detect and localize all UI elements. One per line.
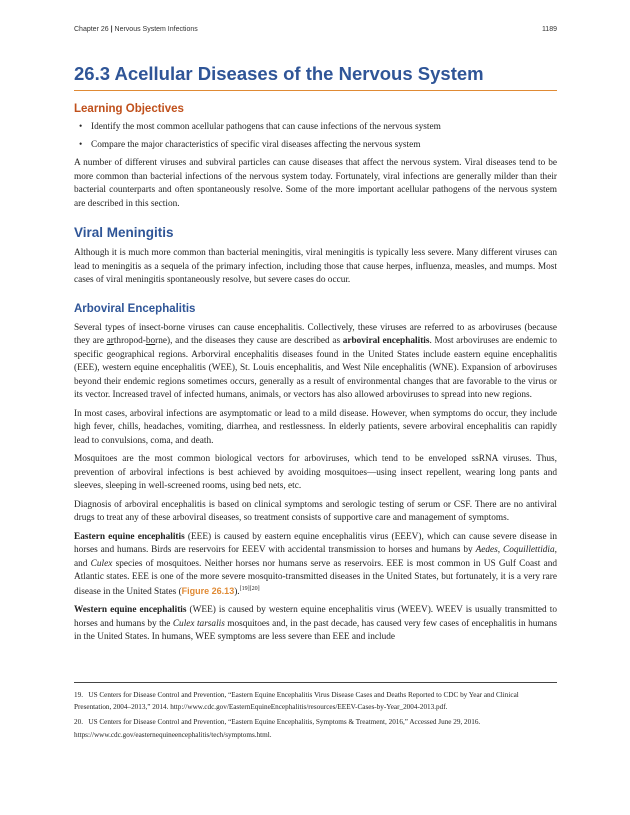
arboviral-paragraph-2: In most cases, arboviral infections are asymptomatic or lead to a mild disease. However, when symptoms do occur, they include high fever, chills, headaches, vomiting, diarrhea, and restlessness. In elderly patients, severe arboviral encephalitis can rapidly lead to convulsions, coma, and death. [74,408,557,446]
underlined-text: bo [145,336,156,346]
viral-meningitis-heading: Viral Meningitis [74,225,174,240]
italic-genus: Coquillettidia [503,545,555,555]
text-run: Several types of insect-borne viruses can cause encephalitis. Collectively, these viruses are referred to as arboviruses (because they are [74,322,557,346]
text-run: mosquitoes and, in the past decade, has caused very few cases of encephalitis in humans in the United States. In humans, WEE symptoms are less severe than EEE and include [74,618,557,642]
key-term: Western equine encephalitis [74,605,187,615]
key-term: Eastern equine encephalitis [74,531,185,542]
text-run: (WEE) is caused by western equine encephalitis virus (WEEV). WEEV is usually transmitted to horses and humans by the [74,605,557,629]
wee-paragraph [74,604,557,645]
footnote-divider [74,682,557,683]
objective-text: Compare the major characteristics of specific viral diseases affecting the nervous system [91,140,421,150]
arboviral-paragraph-4: Diagnosis of arboviral encephalitis is based on clinical symptoms and serologic testing of serum or CSF. There are no antiviral drugs to treat any of these arboviral diseases, so treatment consists of supportive care and management of symptoms. [74,499,557,523]
header-separator: | [110,26,113,33]
eee-paragraph [74,531,557,600]
page-number: 1189 [541,26,557,33]
intro-paragraph: A number of different viruses and subviral particles can cause diseases that affect the nervous system. Viral diseases tend to be more common than bacterial infections of the nervous system today. Fortunately, viral infections are generally milder than their bacterial counterparts and often spontaneously resolve. Some of the more important acellular pathogens of the nervous system are described in this section. [74,158,557,209]
text-run: ). [234,586,240,597]
text-run: thropod- [113,336,146,346]
italic-genus: Culex [90,558,113,569]
footnote-ref[interactable]: [19][20] [239,585,260,592]
figure-link[interactable]: Figure 26.13 [181,585,235,596]
bullet-icon: • [79,122,83,132]
learning-objectives-heading: Learning Objectives [74,103,184,115]
key-term: arboviral encephalitis [342,336,430,346]
text-run: , and [74,545,557,569]
objective-item [74,121,557,134]
arboviral-encephalitis-heading: Arboviral Encephalitis [74,302,196,315]
footnote-20: 20. US Centers for Disease Control and Prevention, “Eastern Equine Encephalitis, Symptoms & Treatment, 2016,” Accessed June 29, 2016. https://www.cdc.gov/easternequineencephalitis/tech/symptoms.html. [74,718,481,739]
running-header [74,26,557,38]
footnotes [74,689,557,744]
text-run: rne), and the diseases they cause are described as [155,336,343,346]
viral-meningitis-paragraph: Although it is much more common than bacterial meningitis, viral meningitis is typically less severe. Many different viruses can lead to meningitis as a sequela of the primary infection, including those that cause herpes, influenza, measles, and mumps. Most cases of viral meningitis spontaneously resolve, but severe cases do occur. [74,248,557,285]
objective-text: Identify the most common acellular pathogens that can cause infections of the nervous system [91,122,441,132]
page-content [74,62,557,650]
objective-item [74,139,557,152]
learning-objectives-list [74,121,557,152]
section-title: 26.3 Acellular Diseases of the Nervous System [74,62,557,91]
italic-species: Culex tarsalis [172,618,225,629]
text-run: , [497,545,504,555]
bullet-icon: • [79,140,83,150]
text-run: . Most arboviruses are endemic to specific geographical regions. Arborviral encephalitis diseases found in the United States include eastern equine encephalitis (EEE), western equine encephalitis (WEE), St. Louis encephalitis, and West Nile encephalitis (WNE). Expansion of arboviruses beyond their endemic regions sometimes occurs, generally as a result of environmental changes that are favorable to the virus or its vector. Increased travel of infected humans, animals, or vectors has also allowed arboviruses to spread into new regions. [74,336,557,400]
header-chapter-title: Nervous System Infections [114,26,198,33]
header-chapter: Chapter 26 [74,26,109,33]
arboviral-paragraph-1 [74,322,557,403]
italic-genus: Aedes [475,545,498,555]
underlined-text: ar [106,336,114,346]
text-run: species of mosquitoes. Neither horses nor humans serve as reservoirs. EEE is most common in US Gulf Coast and Atlantic states. EEE is one of the more severe mosquito-transmitted diseases in the United States, but fortunately, it is a very rare disease in the United States ( [74,558,558,597]
arboviral-paragraph-3: Mosquitoes are the most common biological vectors for arboviruses, which tend to be enveloped ssRNA viruses. Thus, prevention of arboviral infections is best achieved by avoiding mosquitoes—using insect repellent, wearing long pants and sleeves, sleeping in well-screened rooms, using bed nets, etc. [74,454,557,491]
footnote-19: 19. US Centers for Disease Control and Prevention, “Eastern Equine Encephalitis Virus Disease Cases and Deaths Reported to CDC by Year and Clinical Presentation, 2004–2013,” 2014. http://www.cdc.gov/EasternEquineEncephalitis/resources/EEEV-Cases-by-Year_2004-2013.pdf. [74,691,519,712]
text-run: (EEE) is caused by eastern equine encephalitis virus (EEEV), which can cause severe disease in horses and humans. Birds are reservoirs for EEEV with accidental transmission to horses and humans by [74,531,558,555]
